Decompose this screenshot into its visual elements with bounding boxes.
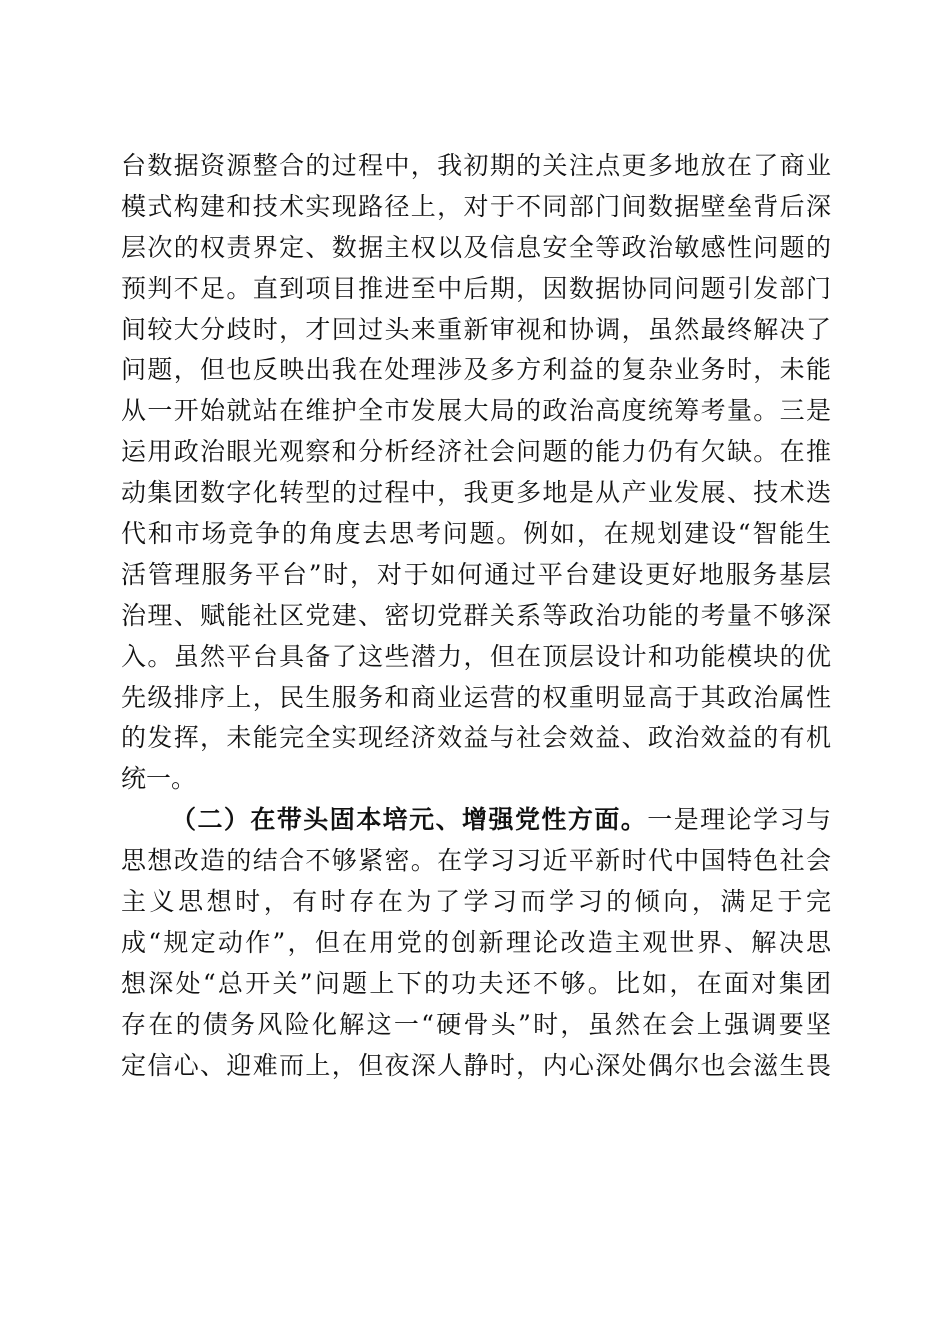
text-line: 间较大分歧时，才回过头来重新审视和协调，虽然最终解决了 <box>121 314 831 344</box>
section-first-line <box>121 800 831 841</box>
text-line: 运用政治眼光观察和分析经济社会问题的能力仍有欠缺。在推 <box>121 437 831 467</box>
text-line: 活管理服务平台”时，对于如何通过平台建设更好地服务基层 <box>121 559 831 589</box>
text-line: 入。虽然平台具备了这些潜力，但在顶层设计和功能模块的优 <box>121 641 831 671</box>
section-heading: （二）在带头固本培元、增强党性方面。 <box>171 805 648 835</box>
text-line: 模式构建和技术实现路径上，对于不同部门间数据壁垒背后深 <box>121 191 831 221</box>
text-line: 台数据资源整合的过程中，我初期的关注点更多地放在了商业 <box>121 151 831 180</box>
text-line: 层次的权责界定、数据主权以及信息安全等政治敏感性问题的 <box>121 232 831 262</box>
section-first-line-text: 一是理论学习与 <box>647 805 831 835</box>
text-line: 存在的债务风险化解这一“硬骨头”时，虽然在会上强调要坚 <box>121 1009 831 1039</box>
text-line: 从一开始就站在维护全市发展大局的政治高度统筹考量。三是 <box>121 396 831 426</box>
text-line: 动集团数字化转型的过程中，我更多地是从产业发展、技术迭 <box>121 478 831 508</box>
text-line: 定信心、迎难而上，但夜深人静时，内心深处偶尔也会滋生畏 <box>121 1050 831 1080</box>
text-line: 先级排序上，民生服务和商业运营的权重明显高于其政治属性 <box>121 682 831 712</box>
text-line: 代和市场竞争的角度去思考问题。例如，在规划建设“智能生 <box>121 519 831 549</box>
text-line: 预判不足。直到项目推进至中后期，因数据协同问题引发部门 <box>121 273 831 303</box>
text-line: 成“规定动作”，但在用党的创新理论改造主观世界、解决思 <box>121 927 831 957</box>
body-text <box>121 146 831 1086</box>
text-line: 问题，但也反映出我在处理涉及多方利益的复杂业务时，未能 <box>121 355 831 385</box>
text-line: 思想改造的结合不够紧密。在学习习近平新时代中国特色社会 <box>121 846 831 876</box>
text-line: 治理、赋能社区党建、密切党群关系等政治功能的考量不够深 <box>121 600 831 630</box>
text-line: 的发挥，未能完全实现经济效益与社会效益、政治效益的有机 <box>121 723 831 753</box>
text-line: 统一。 <box>121 764 197 794</box>
text-line: 想深处“总开关”问题上下的功夫还不够。比如，在面对集团 <box>121 968 831 998</box>
text-line: 主义思想时，有时存在为了学习而学习的倾向，满足于完 <box>121 887 831 917</box>
